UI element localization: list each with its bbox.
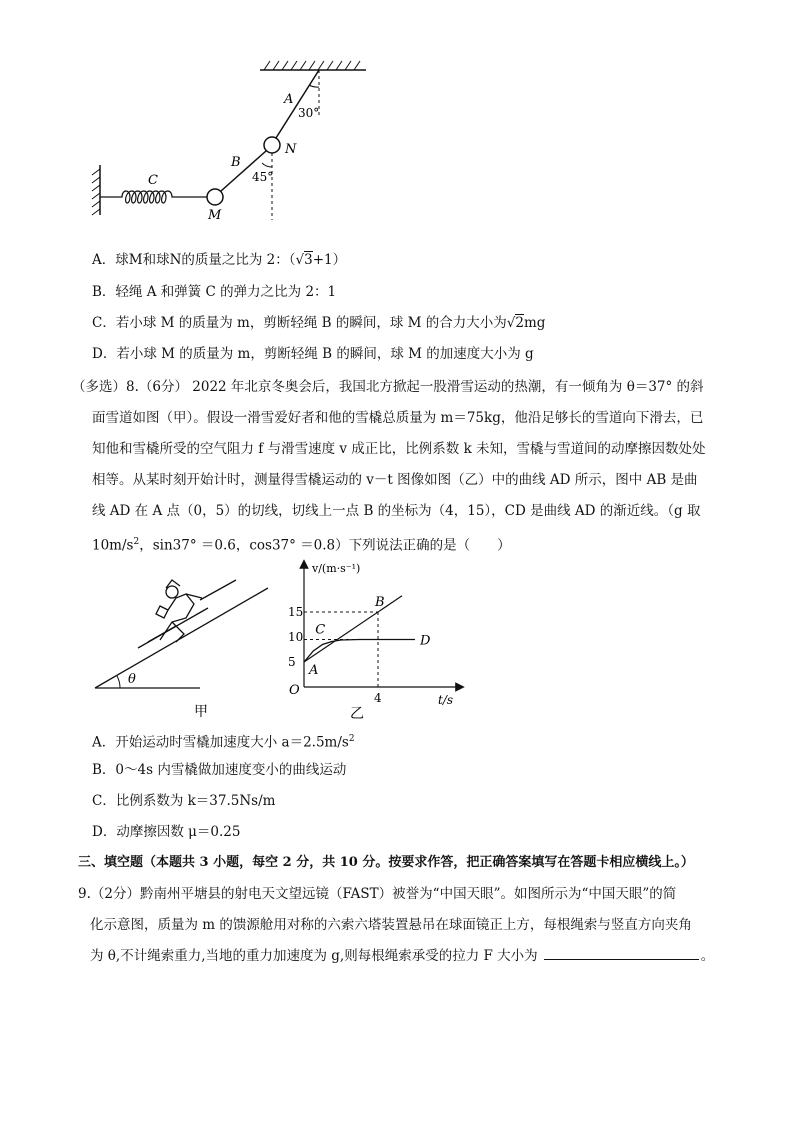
q7-option-a: A．球M和球N的质量之比为 2：（√3+1） xyxy=(92,252,347,268)
q8-line-2: 面雪道如图（甲）。假设一滑雪爱好者和他的雪橇总质量为 m＝75kg，他沿足够长的雪道向下滑去，已 xyxy=(92,410,704,426)
q9-stem xyxy=(78,879,738,972)
sqrt-radicand: 3 xyxy=(304,252,313,268)
label-a: A xyxy=(284,92,294,107)
figure-rope-spring xyxy=(88,55,388,225)
y-tick-label: 5 xyxy=(288,655,296,669)
y-tick-label: 10 xyxy=(288,630,304,644)
spring-c xyxy=(100,191,207,203)
y-tick-label: 15 xyxy=(288,605,304,619)
slope-line xyxy=(95,588,268,688)
answer-blank[interactable] xyxy=(544,945,699,960)
skier-illustration xyxy=(138,580,236,648)
q9-line-3: 为 θ,不计绳索重力,当地的重力加速度为 g,则每根绳索承受的拉力 F 大小为 。 xyxy=(78,941,738,972)
q7-option-d: D．若小球 M 的质量为 m，剪断轻绳 B 的瞬间，球 M 的加速度大小为 g xyxy=(92,346,534,362)
section-3-heading: 三、填空题（本题共 3 小题，每空 2 分，共 10 分。按要求作答，把正确答案填写在答题卡相应横线上。） xyxy=(78,855,694,870)
q9-line-2: 化示意图，质量为 m 的馈源舱用对称的六索六塔装置悬吊在球面镜正上方，每根绳索与竖直方向夹角 xyxy=(90,917,692,933)
label-c: C xyxy=(148,173,158,188)
q8-option-b: B．0～4s 内雪橇做加速度变小的曲线运动 xyxy=(92,762,347,778)
angle-arc-45 xyxy=(262,163,272,167)
label-n: N xyxy=(285,142,297,157)
angle-30-label: 30° xyxy=(298,106,320,120)
point-label-b: B xyxy=(375,595,385,610)
point-label-d: D xyxy=(420,633,431,649)
ceiling-hatch xyxy=(264,61,360,70)
theta-arc xyxy=(117,676,120,688)
q8-line-3: 知他和雪橇所受的空气阻力 f 与滑雪速度 v 成正比，比例系数 k 未知，雪橇与雪道间的动摩擦因数处处 xyxy=(92,441,706,457)
angle-arc-30 xyxy=(309,85,319,87)
x-tick-label: 4 xyxy=(374,691,382,705)
q8-option-c: C．比例系数为 k＝37.5Ns/m xyxy=(92,793,276,809)
y-axis-label: v/(m·s⁻¹) xyxy=(312,562,361,575)
q8-line-6: $10m/s^2$，sin37° ＝0.6，cos37° ＝0.8）下列说法正确的是（ ） xyxy=(92,537,511,554)
sqrt-symbol: √ xyxy=(295,252,305,268)
q7-option-c: C．若小球 M 的质量为 m，剪断轻绳 B 的瞬间，球 M 的合力大小为√2mg xyxy=(92,315,546,331)
ball-m xyxy=(207,189,223,205)
sqrt-symbol: √ xyxy=(506,315,516,331)
wall-hatch xyxy=(92,169,100,215)
caption-yi: 乙 xyxy=(350,706,364,722)
sqrt-radicand: 2 xyxy=(515,315,524,331)
chart-layer xyxy=(288,595,431,705)
ball-n xyxy=(264,137,280,153)
angle-45-label: 45° xyxy=(252,170,274,184)
theta-label: θ xyxy=(128,672,136,687)
q7-option-b: B．轻绳 A 和弹簧 C 的弹力之比为 2：1 xyxy=(92,284,337,300)
q8-option-d: D．动摩擦因数 μ＝0.25 xyxy=(92,824,241,840)
q8-option-a: A．开始运动时雪橇加速度大小 $a=2.5m/s^2$ xyxy=(92,734,355,751)
figure-yi-vt-chart xyxy=(284,558,474,723)
q8-stem xyxy=(72,372,732,562)
label-m: M xyxy=(208,208,222,223)
q8-line-5: 线 AD 在 A 点（0，5）的切线，切线上一点 B 的坐标为（4，15），CD 是曲线 AD 的渐近线。（g 取 xyxy=(92,503,701,519)
point-label-c: C xyxy=(315,622,326,638)
point-label-a: A xyxy=(309,663,319,678)
x-axis-label: t/s xyxy=(438,693,454,707)
caption-jia: 甲 xyxy=(194,704,208,720)
q9-line-1: 9.（2分）黔南州平塘县的射电天文望远镜（FAST）被誉为“中国天眼”。如图所示为“中国天眼”的简 xyxy=(78,886,677,902)
origin-label: O xyxy=(289,683,300,698)
figure-jia-slope xyxy=(90,570,280,720)
rope-a xyxy=(276,70,319,138)
q8-line-4: 相等。从某时刻开始计时，测量得雪橇运动的 v－t 图像如图（乙）中的曲线 AD 所示，图中 AB 是曲 xyxy=(92,472,698,488)
label-b: B xyxy=(231,155,241,170)
q8-line-1: （多选）8.（6分） 2022 年北京冬奥会后，我国北方掀起一股滑雪运动的热潮，有一倾角为 θ＝37° 的斜 xyxy=(72,379,704,395)
